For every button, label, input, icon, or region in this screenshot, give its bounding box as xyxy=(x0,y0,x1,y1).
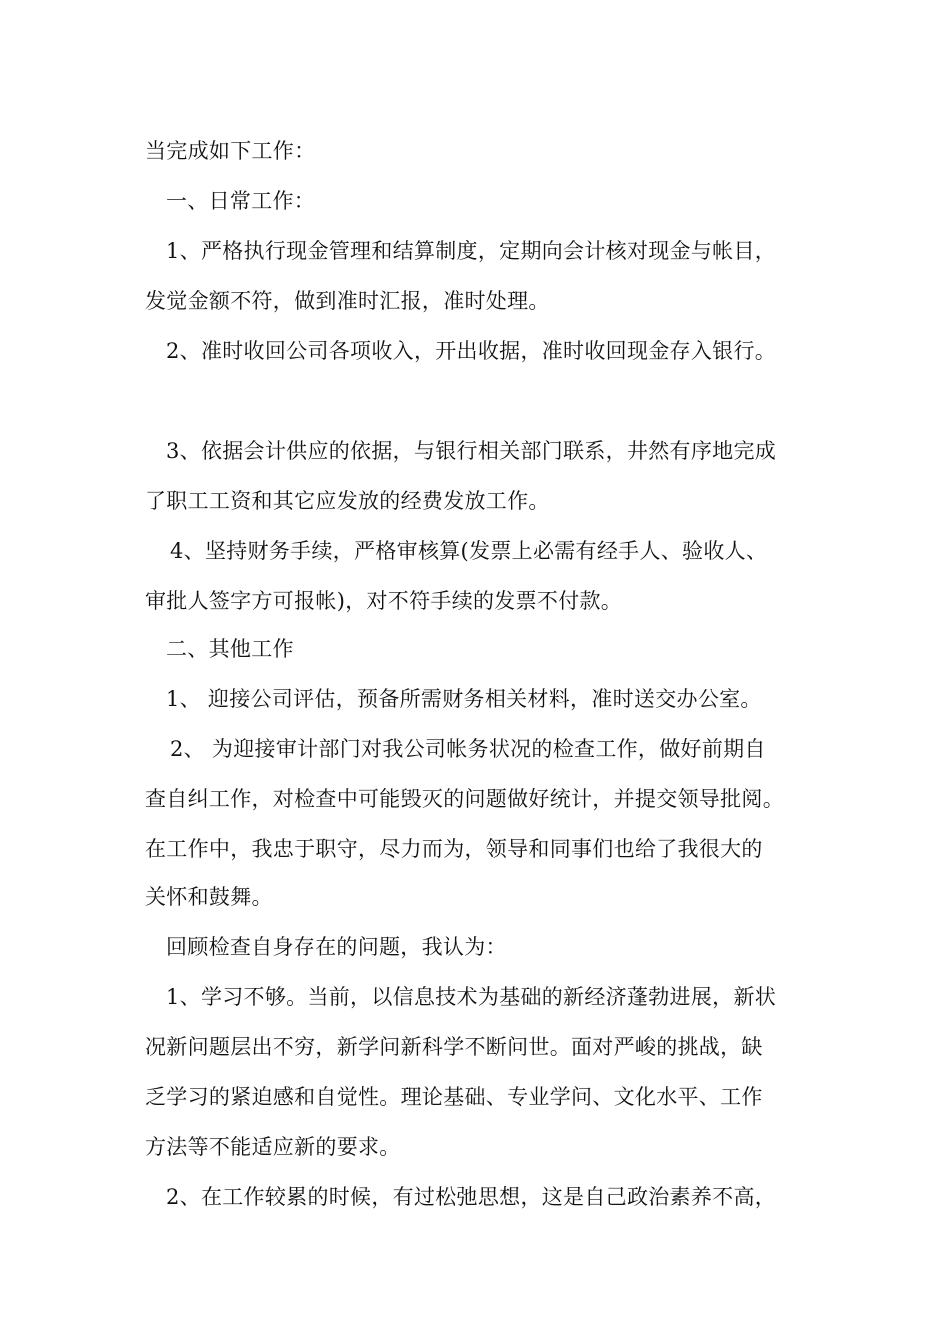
paragraph-line: 在工作中，我忠于职守，尽力而为，领导和同事们也给了我很大的 xyxy=(145,837,763,861)
paragraph-line: 1、学习不够。当前，以信息技术为基础的新经济蓬勃进展，新状 xyxy=(166,985,777,1009)
section-heading: 一、日常工作： xyxy=(166,189,316,213)
paragraph-line: 了职工工资和其它应发放的经费发放工作。 xyxy=(145,489,550,513)
paragraph-line: 1、严格执行现金管理和结算制度，定期向会计核对现金与帐目， xyxy=(166,239,777,263)
paragraph-line: 1、 迎接公司评估，预备所需财务相关材料，准时送交办公室。 xyxy=(166,687,762,711)
paragraph-line: 方法等不能适应新的要求。 xyxy=(145,1135,401,1159)
paragraph-line: 发觉金额不符，做到准时汇报，准时处理。 xyxy=(145,289,550,313)
paragraph-line: 查自纠工作，对检查中可能毁灭的问题做好统计，并提交领导批阅。 xyxy=(145,787,784,811)
section-heading: 二、其他工作 xyxy=(166,637,294,661)
paragraph-line: 2、准时收回公司各项收入，开出收据，准时收回现金存入银行。 xyxy=(166,339,777,363)
paragraph-line: 当完成如下工作： xyxy=(145,139,316,163)
paragraph-line: 回顾检查自身存在的问题，我认为： xyxy=(166,935,507,959)
paragraph-line: 审批人签字方可报帐)，对不符手续的发票不付款。 xyxy=(145,589,623,613)
paragraph-line: 2、 为迎接审计部门对我公司帐务状况的检查工作，做好前期自 xyxy=(170,737,766,761)
paragraph-line: 4、坚持财务手续，严格审核算(发票上必需有经手人、验收人、 xyxy=(170,539,768,563)
paragraph-line: 况新问题层出不穷，新学问新科学不断问世。面对严峻的挑战，缺 xyxy=(145,1035,763,1059)
paragraph-line: 2、在工作较累的时候，有过松弛思想，这是自己政治素养不高， xyxy=(166,1185,777,1209)
paragraph-line: 3、依据会计供应的依据，与银行相关部门联系，井然有序地完成 xyxy=(166,439,777,463)
paragraph-line: 乏学习的紧迫感和自觉性。理论基础、专业学问、文化水平、工作 xyxy=(145,1085,763,1109)
paragraph-line: 关怀和鼓舞。 xyxy=(145,885,273,909)
